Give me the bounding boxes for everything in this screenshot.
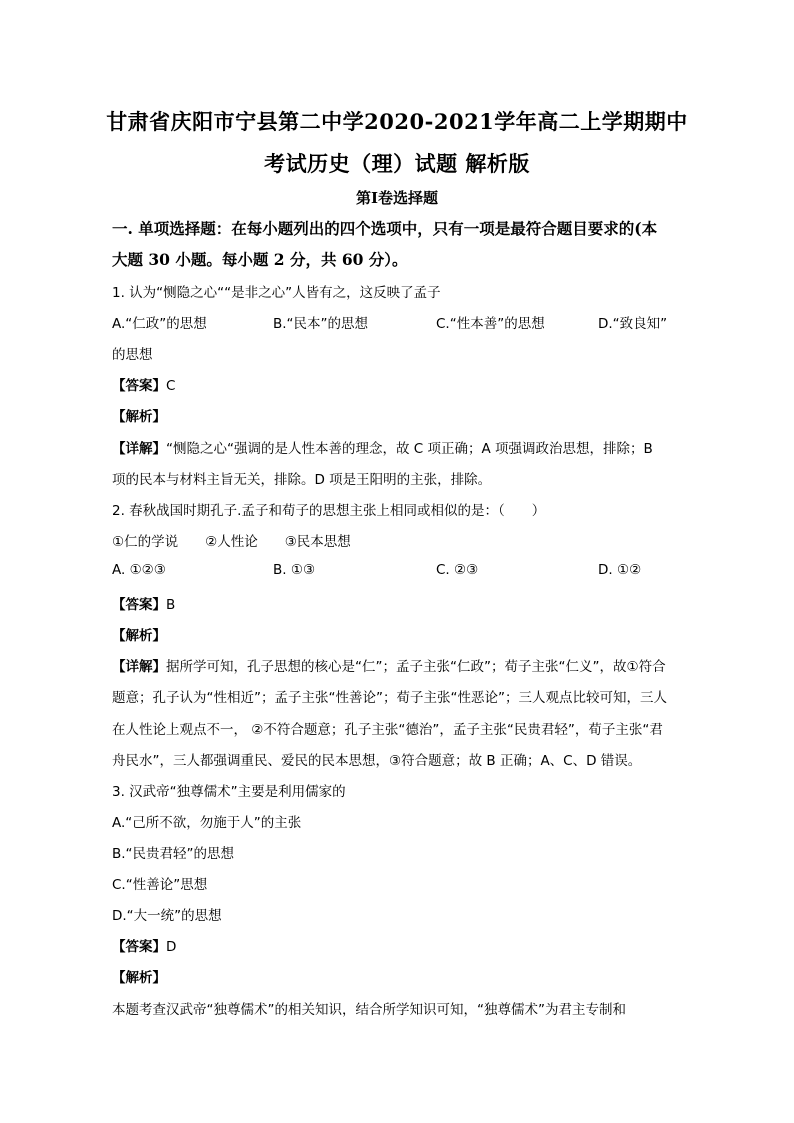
section-heading: 第Ⅰ卷选择题 <box>355 189 439 207</box>
q3-option-a: A.“己所不欲，勿施于人”的主张 <box>112 815 302 831</box>
q1-detail-line1 <box>112 437 653 457</box>
q2-answer <box>112 593 175 613</box>
q1-option-d: D.“致良知” <box>598 316 668 332</box>
q1-analysis-tag: 【解析】 <box>112 409 166 425</box>
q2-detail-line1 <box>112 655 666 675</box>
q1-stem: 1. 认为“恻隐之心““是非之心”人皆有之，这反映了孟子 <box>112 285 441 301</box>
q3-stem: 3. 汉武帝“独尊儒术”主要是利用儒家的 <box>112 784 346 800</box>
q2-option-d: D. ①② <box>598 562 642 578</box>
q3-option-c: C.“性善论”思想 <box>112 877 208 893</box>
answer-tag: 【答案】 <box>112 597 166 613</box>
document-title-line2: 考试历史（理）试题 解析版 <box>264 151 530 176</box>
detail-tag: 【详解】 <box>112 441 166 457</box>
q2-option-b: B. ①③ <box>273 562 316 578</box>
q3-detail-line1: 本题考查汉武帝“独尊儒术”的相关知识，结合所学知识可知，“独尊儒术”为君主专制和 <box>112 1002 626 1018</box>
q3-answer-value: D <box>166 939 177 955</box>
q3-option-d: D.“大一统”的思想 <box>112 908 222 924</box>
q3-option-b: B.“民贵君轻”的思想 <box>112 846 235 862</box>
q2-option-a: A. ①②③ <box>112 562 166 578</box>
q1-answer-value: C <box>166 378 176 394</box>
answer-tag: 【答案】 <box>112 939 166 955</box>
q2-detail-text1: 据所学可知，孔子思想的核心是“仁”；孟子主张“仁政”；荀子主张“仁义”，故①符合 <box>166 659 666 675</box>
q3-analysis-tag: 【解析】 <box>112 970 166 986</box>
instructions-line2: 大题 30 小题。每小题 2 分，共 60 分）。 <box>112 250 408 269</box>
q1-detail-line2: 项的民本与材料主旨无关，排除。D 项是王阳明的主张，排除。 <box>112 472 492 488</box>
q2-stem: 2. 春秋战国时期孔子.孟子和荀子的思想主张上相同或相似的是：（ ） <box>112 503 546 519</box>
q2-detail-line3: 在人性论上观点不一， ②不符合题意；孔子主张“德治”，孟子主张“民贵君轻”，荀子主张“君 <box>112 722 663 738</box>
q1-detail-text1: “恻隐之心“强调的是人性本善的理念，故 C 项正确；A 项强调政治思想，排除；B <box>166 441 653 457</box>
document-title-line1: 甘肃省庆阳市宁县第二中学2020-2021学年高二上学期期中 <box>106 109 688 134</box>
q2-detail-line4: 舟民水”，三人都强调重民、爱民的民本思想，③符合题意；故 B 正确；A、C、D 错误。 <box>112 753 642 769</box>
q1-option-d-continued: 的思想 <box>112 347 153 363</box>
answer-tag: 【答案】 <box>112 378 166 394</box>
q2-analysis-tag: 【解析】 <box>112 628 166 644</box>
q1-option-b: B.“民本”的思想 <box>273 316 369 332</box>
q1-option-a: A.“仁政”的思想 <box>112 316 207 332</box>
q2-detail-line2: 题意；孔子认为“性相近”；孟子主张“性善论”；荀子主张“性恶论”；三人观点比较可知，三人 <box>112 690 667 706</box>
q2-answer-value: B <box>166 597 176 613</box>
q1-option-c: C.“性本善”的思想 <box>436 316 545 332</box>
detail-tag: 【详解】 <box>112 659 166 675</box>
q3-answer <box>112 935 176 955</box>
q1-answer <box>112 374 175 394</box>
q2-option-c: C. ②③ <box>436 562 479 578</box>
instructions-line1: 一. 单项选择题：在每小题列出的四个选项中，只有一项是最符合题目要求的(本 <box>112 219 658 238</box>
q2-items: ①仁的学说 ②人性论 ③民本思想 <box>112 534 351 550</box>
